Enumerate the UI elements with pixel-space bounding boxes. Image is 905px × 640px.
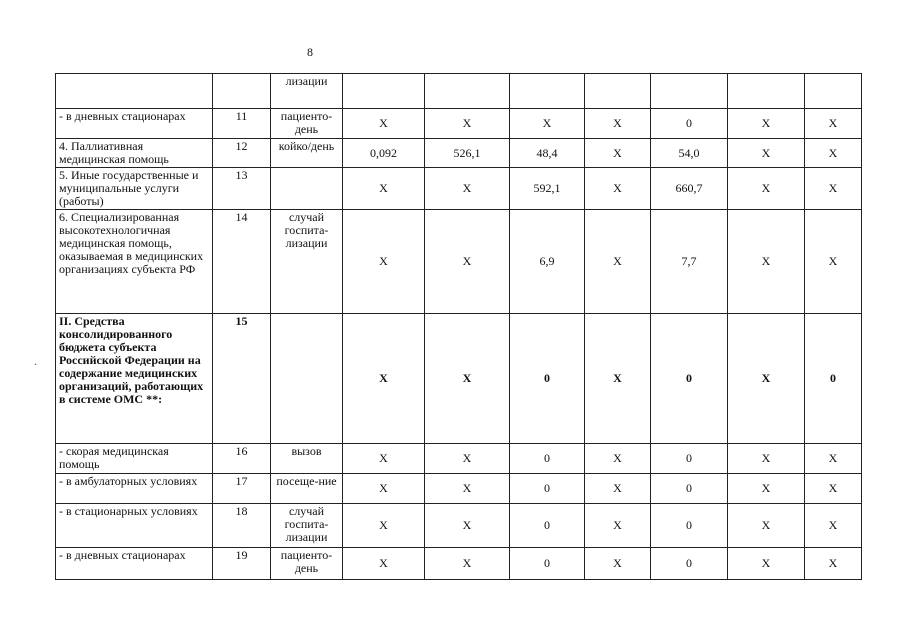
value-cell: X (343, 444, 425, 474)
value-cell: X (728, 504, 805, 548)
value-cell (805, 74, 862, 109)
value-cell: X (805, 474, 862, 504)
value-cell: 54,0 (651, 139, 728, 168)
value-cell: X (728, 139, 805, 168)
value-cell: 0 (510, 548, 585, 580)
row-number-cell: 11 (213, 109, 271, 139)
table-row (56, 210, 862, 314)
value-cell: 6,9 (510, 210, 585, 314)
value-cell: X (343, 548, 425, 580)
table-row (56, 139, 862, 168)
value-cell: X (585, 139, 651, 168)
value-cell: X (585, 109, 651, 139)
row-number-cell: 15 (213, 314, 271, 444)
unit-cell: лизации (271, 74, 343, 109)
table-row (56, 474, 862, 504)
row-name-cell: II. Средства консолидированного бюджета субъекта Российской Федерации на содержание медицинских организаций, работающих в системе ОМС **: (56, 314, 213, 444)
table-row (56, 168, 862, 210)
value-cell: X (585, 314, 651, 444)
value-cell: X (425, 168, 510, 210)
value-cell: X (343, 168, 425, 210)
unit-cell (271, 168, 343, 210)
value-cell: 0 (805, 314, 862, 444)
value-cell: X (805, 139, 862, 168)
row-name-cell: - в дневных стационарах (56, 109, 213, 139)
value-cell: 0 (651, 548, 728, 580)
value-cell: 48,4 (510, 139, 585, 168)
table-row (56, 314, 862, 444)
stray-mark: . (34, 354, 37, 368)
data-table (55, 73, 862, 580)
value-cell: X (805, 168, 862, 210)
row-name-cell: - в дневных стационарах (56, 548, 213, 580)
row-number-cell: 13 (213, 168, 271, 210)
value-cell: X (728, 168, 805, 210)
row-name-cell: 6. Специализированная высокотехнологичная медицинская помощь, оказываемая в медицинских организациях субъекта РФ (56, 210, 213, 314)
value-cell: X (585, 210, 651, 314)
value-cell: X (425, 314, 510, 444)
value-cell: 0 (651, 314, 728, 444)
value-cell: X (343, 210, 425, 314)
unit-cell: койко/день (271, 139, 343, 168)
value-cell: 0 (510, 504, 585, 548)
value-cell: X (510, 109, 585, 139)
table-row (56, 548, 862, 580)
value-cell (651, 74, 728, 109)
value-cell: X (728, 109, 805, 139)
table-row (56, 504, 862, 548)
table-row (56, 74, 862, 109)
value-cell: X (728, 444, 805, 474)
row-name-cell: - в амбулаторных условиях (56, 474, 213, 504)
page-number: 8 (307, 45, 313, 59)
value-cell: X (805, 444, 862, 474)
value-cell (585, 74, 651, 109)
value-cell: X (585, 444, 651, 474)
value-cell (510, 74, 585, 109)
value-cell: X (425, 210, 510, 314)
value-cell: X (728, 314, 805, 444)
value-cell (425, 74, 510, 109)
value-cell: 0 (510, 314, 585, 444)
value-cell: X (585, 168, 651, 210)
row-name-cell: 5. Иные государственные и муниципальные услуги (работы) (56, 168, 213, 210)
unit-cell: пациенто-день (271, 548, 343, 580)
row-name-cell: 4. Паллиативная медицинская помощь (56, 139, 213, 168)
row-number-cell: 17 (213, 474, 271, 504)
row-number-cell: 18 (213, 504, 271, 548)
value-cell: 0 (651, 504, 728, 548)
value-cell: X (805, 504, 862, 548)
value-cell: X (585, 504, 651, 548)
unit-cell: случай госпита-лизации (271, 504, 343, 548)
value-cell: X (343, 474, 425, 504)
value-cell: 526,1 (425, 139, 510, 168)
row-name-cell: - в стационарных условиях (56, 504, 213, 548)
value-cell: X (425, 444, 510, 474)
value-cell: X (728, 474, 805, 504)
unit-cell: вызов (271, 444, 343, 474)
value-cell (343, 74, 425, 109)
unit-cell: пациенто-день (271, 109, 343, 139)
value-cell: 660,7 (651, 168, 728, 210)
row-number-cell: 16 (213, 444, 271, 474)
value-cell: X (343, 314, 425, 444)
unit-cell: случай госпита-лизации (271, 210, 343, 314)
value-cell: X (805, 109, 862, 139)
value-cell: X (585, 474, 651, 504)
row-number-cell: 19 (213, 548, 271, 580)
value-cell: X (425, 504, 510, 548)
value-cell: 7,7 (651, 210, 728, 314)
value-cell: X (425, 548, 510, 580)
row-number-cell: 12 (213, 139, 271, 168)
value-cell: 0 (510, 474, 585, 504)
value-cell: 0 (651, 444, 728, 474)
row-name-cell: - скорая медицинская помощь (56, 444, 213, 474)
value-cell: 0 (510, 444, 585, 474)
value-cell: X (343, 504, 425, 548)
row-number-cell (213, 74, 271, 109)
row-name-cell (56, 74, 213, 109)
value-cell: X (728, 548, 805, 580)
value-cell: X (805, 210, 862, 314)
value-cell: X (425, 109, 510, 139)
value-cell: X (728, 210, 805, 314)
table-row (56, 109, 862, 139)
unit-cell (271, 314, 343, 444)
table-row (56, 444, 862, 474)
row-number-cell: 14 (213, 210, 271, 314)
value-cell: 0,092 (343, 139, 425, 168)
value-cell: 0 (651, 474, 728, 504)
value-cell: 0 (651, 109, 728, 139)
value-cell: 592,1 (510, 168, 585, 210)
value-cell: X (425, 474, 510, 504)
value-cell: X (585, 548, 651, 580)
unit-cell: посеще-ние (271, 474, 343, 504)
value-cell: X (805, 548, 862, 580)
value-cell: X (343, 109, 425, 139)
value-cell (728, 74, 805, 109)
